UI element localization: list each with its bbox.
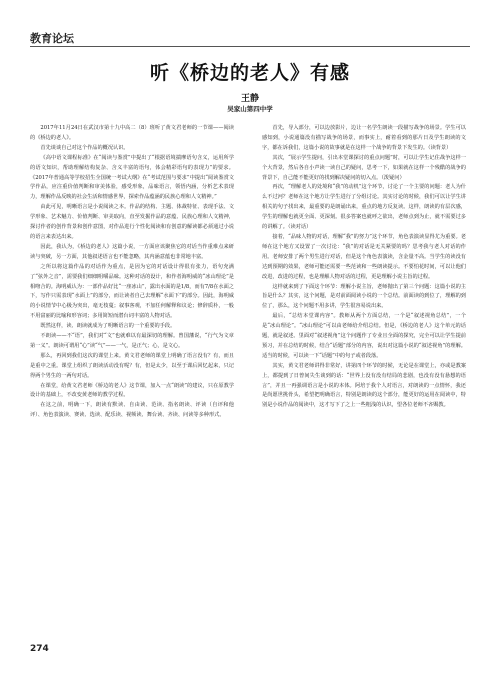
paragraph: 再次，“理解老人的处境和“我”的动机”这个环节，讨论了一个主要的问题：老人为什么不过河？老师在这个地方让学生进行了分组讨论。其实讨论的时候，我们可以让学生讲相关的句子找出来，最重要的是朗诵出来，重点的地方反复读。这样，朗读的有层次感，学生的理解也就更全面、更深刻。很多答案也就呼之欲出，老师点到为止，就不需要过多的讲解了。（读对话） xyxy=(262,184,466,231)
article-title: 听《桥边的老人》有感 xyxy=(149,62,350,84)
page-number: 274 xyxy=(30,644,49,654)
section-header: 教育论坛 xyxy=(30,32,74,45)
paragraph: 不朗读——不“语”，我们对“文”也就难以有最深切的理解。曾国藩说，“行气为文章第一义”。朗读可谓用“心”读“气”——一气，是正气；心，是文心。 xyxy=(30,333,234,349)
paragraph: 最后，“总结本堂课内容”。教师从两个方面总结，一个是“叙述视角总结”，一个是“冰山理论”。“冰山理论”可以由老师给介绍总结。但是，《桥边的老人》这个单元的话题，就是叙述。里面对“叙述视角”这个问题作了专业且全面的探究，完全可以让学生提前预习，并在总结的时候，结合“话题”部分的内容，说出对这篇小说的“叙述视角”的理解。适当的时候，可以读一下“话题”中的句子或者段落。 xyxy=(262,313,466,359)
author-school: 吴家山第四中学 xyxy=(227,105,273,113)
right-column xyxy=(262,124,466,602)
paragraph: 首先，导入部分，可以边放影片，边让一名学生朗读一段描写战争的场景。学生可以感知到，小说通篇没有描写战争的场景，而事实上，耐着看到的那片日及学生朗读的文字，都在诉我们，这篇小说的故事就是在这样一个战争的背景下发生的。（读背景） xyxy=(262,125,466,151)
paragraph: 由此可见，明晰语言是小说阅读之本。作品的结构、主题、体裁特征、表现手法、文学形象、艺术魅力、价值判断、审美取向，直至发掘作品的意蕴、民族心理和人文精神，探讨作者的创作背景和创作意图，对作品进行个性化阅读和有创意的解读都必须通过小说的语言来表达出来。 xyxy=(30,204,234,240)
paragraph: 之所以将这篇作品的对话作为重点，是因为它的对话设计得很有张力，语句充满了“弦外之音”，需要我们细细咀嚼品味。这种对话的设计，和作者海明威的“冰山理论”是相吻合的。海明威认为：一部作品好比“一座冰山”，露出水面的是1/8，而有7/8在水面之下，写作只需表现“水面上”的部分，而让读者自己去理解“水面下”的部分。因此，海明威的小说情节中心极为突出，毫无枝蔓；叙事客观，不加任何解释和议论；修辞质朴，一般不用富丽的比喻和形容词；多用简短而潜台词丰富的人物对话。 xyxy=(30,263,234,320)
paragraph: 在这之前，明确一下，朗读有默读、自由读、范读、指名朗读、评读（自评和他评）、角色表演读、赛读、选读、配乐读、视频读、舞台读、齐读、问读等多种形式。 xyxy=(30,402,234,419)
paragraph: 其次，“展示学生提问，引出本堂课探讨的重点问题”时，可以让学生记住战争这样一个大背景，然后各自小声读一读自己的疑问，思考一下，如果就在这样一个残酷的战争的背景下，自己能不能更好的找到解决疑问的切入点。（泼疑问） xyxy=(262,154,466,181)
paragraph: 既然这样，读、朗读就成为了明晰语言的一个重要的手段。 xyxy=(40,323,176,330)
paragraph: 《高中语文课程标准》在“阅读与鉴赏”中提出了“根据语境揣摩语句含义，运用所学的语文知识，帮助理解结构复杂、含义丰富的语句，体会精彩语句的表现力”的要求。《2017年普通高等学校招生全国统一考试大纲》在“考试范围与要求”中提出“阅读鉴赏文学作品，应注重价值判断和审美体验，感受形象，品味语言，领悟内涵，分析艺术表现力，理解作品反映的社会生活和情感世界，探索作品蕴涵的民族心理和人文精神。” xyxy=(30,154,234,201)
paragraph: 2017年11月24日在武汉市第十九中高二（8）班听了黄文君老师的一节课——阅读的《桥边的老人》。 xyxy=(30,125,234,141)
paragraph: 首先谈谈自己对这个作品的概况认识。 xyxy=(40,144,129,151)
paragraph: 在课堂，给黄文君老师《桥边的老人》这节课，加入一点“朗读”的建议，只在原教学设计的基础上，不改变黄老师的教学过程。 xyxy=(30,382,234,399)
header-divider xyxy=(30,46,470,47)
paragraph: 因此，我认为，《桥边的老人》这篇小说，一方面应该聚焦它的对话当作重难点来研读与突破，另一方面，其他叙述语言也不能忽略，其内涵意蕴也非常地丰富。 xyxy=(30,243,234,260)
left-column xyxy=(30,124,234,602)
paragraph: 接着，“品味人物的对话，理解“我”的努力”这个环节，角色表演读显得尤为重要。老师在这个地方又设置了一次讨论：“我”的对话是无关紧要的吗？思考我与老人对话的作用。老师安排了两个男生进行对话，但是这个角色表演读，含金量不高。当学生的读没有达到预期的效果，老师可能还需要一些范读和一些朗读提示。不要怕花时间，可以让他们改进，改进的过程，也是理解人物对话的过程，更是理解小说主旨的过程。 xyxy=(262,233,466,280)
article-author: 王静 xyxy=(240,94,259,104)
paragraph: 这样就来到了下面这个环节：理解小说主旨，老师抛出了第三个问题：这篇小说的主旨是什么？其实，这个问题，是对前面阅读小说的一个总结。前面读的到位了，理解的到位了，那么，这个问题不用多讲，学生很容易说出来。 xyxy=(262,283,466,310)
paragraph: 其实，黄文君老师讲得非常好，讲第四个环节的时候，无论是在课堂上，亦或是教案上，都提到了日曾间失生谈到的话：“世界上没有没有结局的悲剧，也没有没有悬想的语言”，并且一再强调语言是小说的本体。阿培于我个人对语言，对朗读的一点情怀，我还是尚愿世挑骨头，希望把明确语言，特别是朗读的这个部分，能更好的运用在阅读中，特别是小说作品的阅读中，这才写下了之上一些粗浅的认识，望各位老师不吝赐教。 xyxy=(262,362,466,409)
paragraph: 那么，再回到我们这次的课堂上来。黄文君老师的课堂上明确了语言没有？有，而且是重中之重。课堂上组织了朗读活动没有呢？有，但是太少，以至于课后回忆起来，只记得两个男生的一两句对话。 xyxy=(30,352,234,379)
